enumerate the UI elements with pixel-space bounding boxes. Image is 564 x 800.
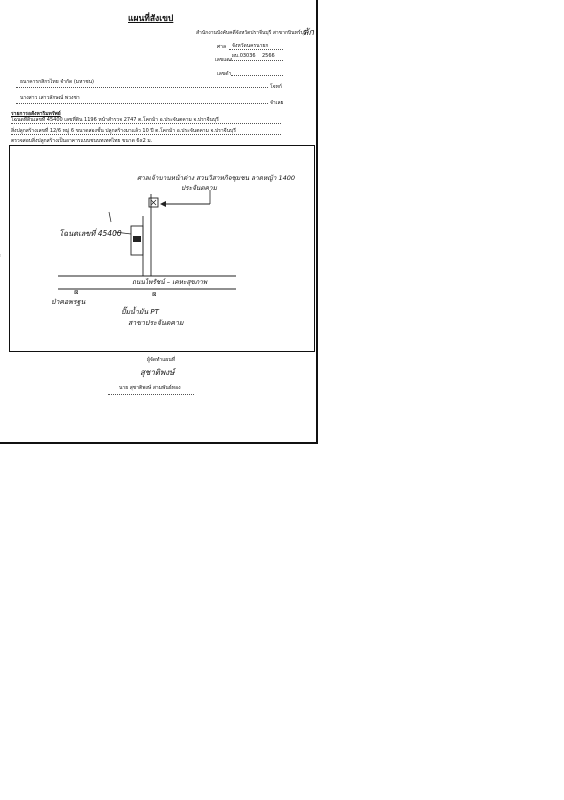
black-no-underline bbox=[231, 75, 283, 76]
signature-scribble: สุชาติพงษ์ bbox=[140, 368, 175, 377]
document-title: แผนที่สังเขป bbox=[128, 14, 174, 24]
document-sheet bbox=[0, 0, 318, 444]
case-no-label: เลขแดง bbox=[215, 57, 233, 63]
property-deed-underline bbox=[11, 123, 281, 124]
map-frame bbox=[9, 145, 315, 352]
right-marker: ⊠ bbox=[152, 292, 157, 298]
top-annotation-line2: ประจันตคาม bbox=[181, 184, 217, 192]
defendant-role: จำเลย bbox=[270, 100, 284, 106]
plaintiff-role: โจทก์ bbox=[270, 84, 282, 90]
black-no-label: เลขดำ bbox=[217, 71, 232, 77]
arrow-head bbox=[160, 201, 166, 207]
property-building-underline bbox=[11, 134, 281, 135]
signature-name: นาย สุชาติพงษ์ สามพันธ์ทอง bbox=[119, 385, 181, 391]
parcel-label: โฉนดเลขที่ 45400 bbox=[59, 229, 122, 238]
signature-label: ผู้จัดทำแผนที่ bbox=[147, 357, 176, 363]
case-no-value: ผบ.03036 bbox=[232, 53, 256, 59]
signature-underline bbox=[108, 394, 194, 395]
top-annotation-line1: ศาลเจ้าบานหน้าต่าง สวนวิสาหกิจชุมชน ลาดหญ้า 1400 bbox=[137, 174, 296, 182]
road-label: ถนนไพรัชน์ – เคหะสุขภาพ bbox=[132, 278, 208, 286]
left-marker: ⊠ bbox=[74, 290, 79, 296]
parcel-fill bbox=[133, 236, 141, 242]
plaintiff-name: ธนาคารกสิกรไทย จำกัด (มหาชน) bbox=[20, 79, 94, 85]
right-landmark-line1: ปั๊มน้ำมัน PT bbox=[121, 308, 159, 316]
court-label: ศาล bbox=[217, 44, 227, 50]
property-building-note: ตรวจสอบสิ่งปลูกสร้างเป็นอาคารแบบชนบทเทศไทย ขนาด 6x2 ม. bbox=[11, 138, 153, 144]
property-heading: รายการอสังหาริมทรัพย์ bbox=[11, 111, 61, 117]
property-deed-line: โฉนดที่ดินเลขที่ 45400 เลขที่ดิน 1196 หน้าสำรวจ 2747 ต.โคกม้า อ.ประจันตคาม จ.ปราจีนบุรี bbox=[11, 117, 219, 123]
case-year: 2566 bbox=[262, 53, 275, 59]
margin-mark bbox=[0, 252, 1, 260]
court-underline bbox=[229, 49, 283, 50]
office-handwritten-mark: ลัก bbox=[303, 28, 314, 38]
office-name: สำนักงานบังคับคดีจังหวัดปราจีนบุรี สาขากบินทร์บุรี bbox=[196, 30, 307, 36]
court-value: จังหวัดนครนายก bbox=[232, 43, 269, 49]
defendant-name: นางสาว เสาวลักษณ์ พวงชา bbox=[20, 95, 80, 101]
case-no-underline bbox=[229, 60, 283, 61]
plaintiff-underline bbox=[16, 87, 268, 88]
defendant-underline bbox=[16, 103, 268, 104]
right-landmark-line2: สาขาประจันตคาม bbox=[128, 319, 184, 327]
left-landmark: ป่าคอพรฐน bbox=[51, 298, 86, 306]
property-building-line: สิ่งปลูกสร้างเลขที่ 12/6 หมู่ 6 ขนาดสองชั้น ปลูกสร้างมาแล้ว 10 ปี ต.โคกม้า อ.ประจันตคาม จ.ปราจีนบุรี bbox=[11, 128, 236, 134]
